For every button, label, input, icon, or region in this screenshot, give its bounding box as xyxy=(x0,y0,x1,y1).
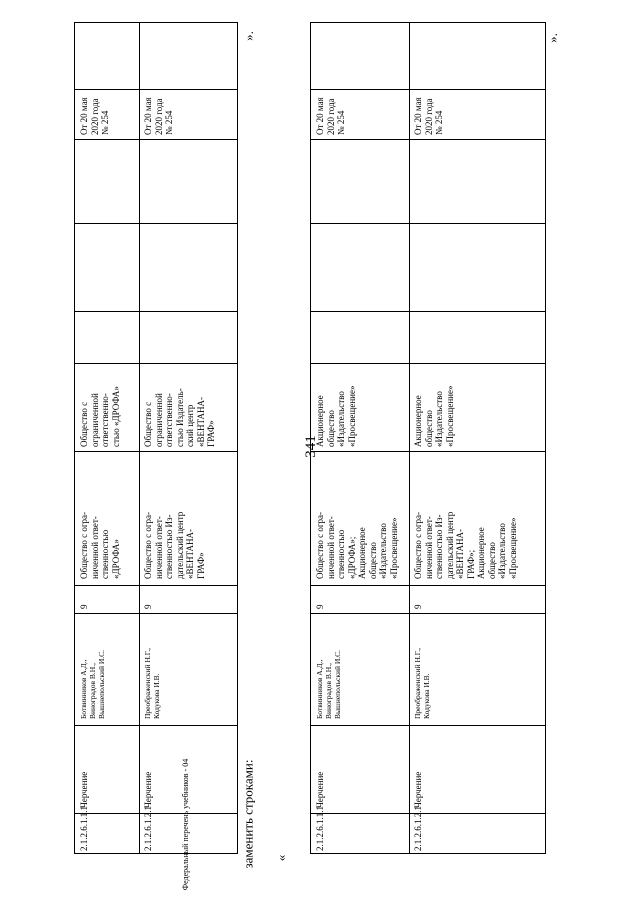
closing-quote: ». xyxy=(240,31,256,41)
table-cell-grade: 9 xyxy=(413,604,423,609)
table-cell-code: 2.1.2.6.1.2.1 xyxy=(143,806,153,851)
table-cell-publisher-old: Общество с ограниченной ответственно- стью Издатель- ский центр «ВЕНТАНА- ГРАФ» xyxy=(143,388,216,447)
table-cell-code: 2.1.2.6.1.2.1 xyxy=(413,806,423,851)
table-cell-grade: 9 xyxy=(143,604,153,609)
table-cell-publisher-old: Акционерное общество «Издательство «Просвещение» xyxy=(413,385,455,447)
table-cell-publisher-old: Общество с ограниченной ответственно- стью «ДРОФА» xyxy=(79,386,121,447)
table-cell-publisher: Общество с огра- ниченной ответ- ственностью Из- дательский центр «ВЕНТАНА- ГРАФ» xyxy=(143,511,206,579)
table-cell-subject: Черчение xyxy=(413,771,423,808)
closing-quote: ». xyxy=(544,33,560,43)
table-cell-date: От 20 мая 2020 года № 254 xyxy=(413,97,444,135)
section-heading: заменить строками: xyxy=(240,759,256,869)
table-cell-publisher: Общество с огра- ниченной ответ- ственностью Из- дательский центр «ВЕНТАНА- ГРАФ»; Акционерное общество «Издательство «Просвещение» xyxy=(413,511,518,579)
page-number: 341 xyxy=(302,435,319,458)
table-cell-date: От 20 мая 2020 года № 254 xyxy=(315,97,346,135)
table-cell-publisher: Общество с огра- ниченной ответ- ственностью «ДРОФА» xyxy=(79,511,121,579)
table-cell-publisher-old: Акционерное общество «Издательство «Просвещение» xyxy=(315,385,357,447)
opening-quote: « xyxy=(273,854,289,862)
table-cell-authors: Ботвинников А.Д., Виноградов В.Н., Вышнепольский И.С. xyxy=(315,649,342,719)
table-cell-authors: Преображенский Н.Г., Кодукова И.В. xyxy=(413,648,431,719)
table-original xyxy=(74,22,238,854)
table-cell-code: 2.1.2.6.1.1.1 xyxy=(315,806,325,851)
table-cell-authors: Преображенский Н.Г., Кодукова И.В. xyxy=(143,648,161,719)
table-cell-subject: Черчение xyxy=(143,771,153,808)
table-cell-grade: 9 xyxy=(79,604,89,609)
table-cell-authors: Ботвинников А.Д., Виноградов В.Н., Вышнепольский И.С. xyxy=(79,649,106,719)
table-replacement xyxy=(310,22,546,854)
table-cell-subject: Черчение xyxy=(79,771,89,808)
table-cell-code: 2.1.2.6.1.1.1 xyxy=(79,806,89,851)
table-cell-date: От 20 мая 2020 года № 254 xyxy=(143,97,174,135)
table-cell-date: От 20 мая 2020 года № 254 xyxy=(79,97,110,135)
table-cell-subject: Черчение xyxy=(315,771,325,808)
table-cell-publisher: Общество с огра- ниченной ответ- ственностью «ДРОФА»; Акционерное общество «Издательство «Просвещение» xyxy=(315,511,399,579)
table-cell-grade: 9 xyxy=(315,604,325,609)
page-footer: Федеральный перечень учебников - 04 xyxy=(181,758,191,891)
